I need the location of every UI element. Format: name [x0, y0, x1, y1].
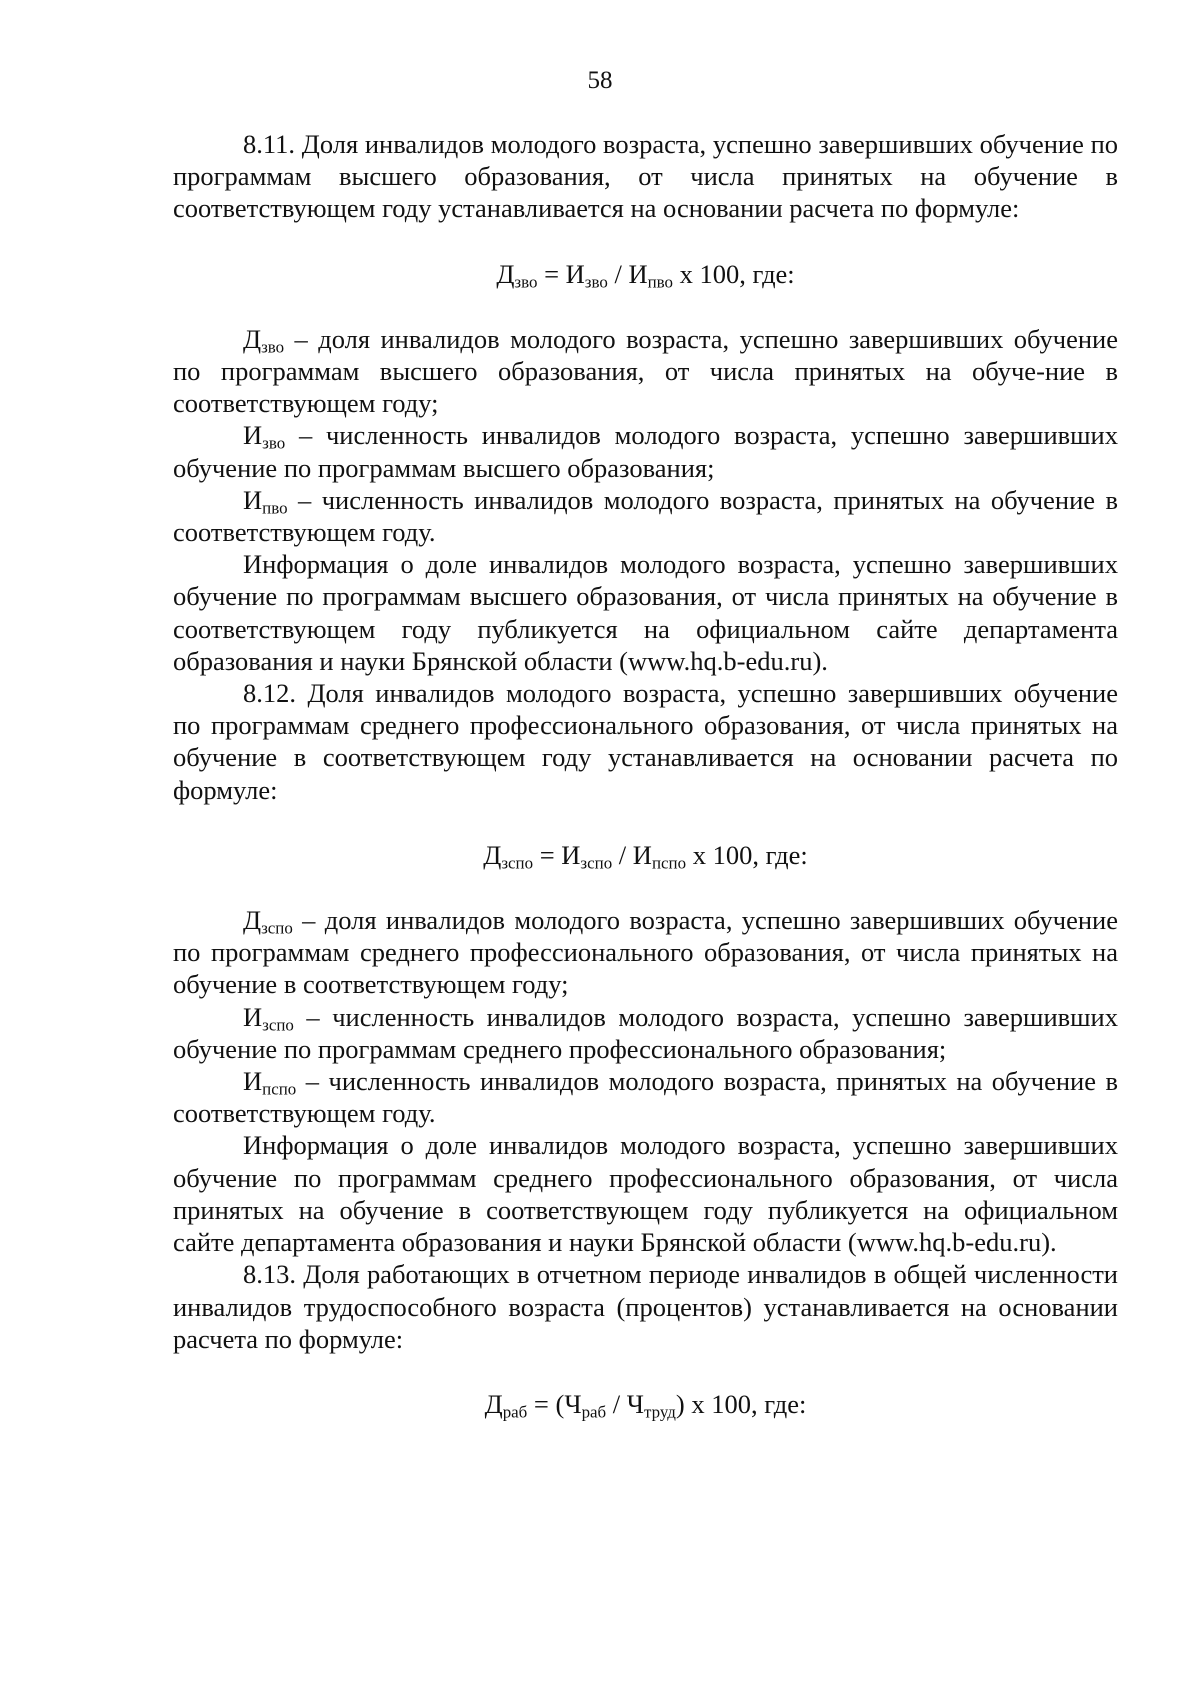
definition-symbol-sub: пво	[262, 498, 288, 518]
definition-text: – численность инвалидов молодого возраста, успешно завершивших обучение по программам среднего профессионального образования;	[173, 1001, 1118, 1064]
formula-op: /	[612, 839, 633, 870]
definition-i-pvo	[173, 484, 1118, 548]
section-8-12-intro: 8.12. Доля инвалидов молодого возраста, успешно завершивших обучение по программам среднего профессионального образования, от числа принятых на обучение в соответствующем году устанавливается на основании расчета по формуле:	[173, 678, 1118, 805]
formula-lhs-sub: раб	[502, 1402, 528, 1422]
formula-8-13	[173, 1388, 1118, 1420]
formula-lhs-sub: зспо	[501, 853, 534, 873]
formula-tail: х 100, где:	[686, 839, 808, 870]
formula-denominator: И	[628, 258, 648, 289]
formula-numerator-sub: зво	[584, 272, 608, 292]
definition-symbol-sub: зво	[262, 434, 286, 454]
formula-numerator-sub: раб	[581, 1402, 607, 1422]
definition-i-zvo	[173, 419, 1118, 483]
definition-i-pspo	[173, 1065, 1118, 1129]
definition-text: – численность инвалидов молодого возраста, принятых на обучение в соответствующем году.	[173, 484, 1118, 548]
definition-text: – доля инвалидов молодого возраста, успешно завершивших обучение по программам среднего профессионального образования, от числа принятых на обучение в соответствующем году;	[173, 905, 1118, 1000]
definition-symbol-sub: зспо	[261, 918, 293, 938]
definition-symbol: Д	[243, 323, 262, 354]
formula-lhs-sub: зво	[514, 272, 538, 292]
definition-i-zspo	[173, 1001, 1118, 1065]
formula-eq: = (	[527, 1388, 565, 1419]
definition-symbol: И	[243, 420, 263, 451]
formula-denominator: И	[632, 839, 652, 870]
definition-symbol: Д	[243, 905, 262, 936]
formula-denominator-sub: пво	[647, 272, 674, 292]
formula-numerator: И	[561, 839, 581, 870]
formula-8-11	[173, 258, 1118, 290]
formula-lhs: Д	[483, 839, 502, 870]
formula-eq: =	[533, 839, 562, 870]
definition-text: – численность инвалидов молодого возраста, успешно завершивших обучение по программам высшего образования;	[173, 420, 1118, 483]
formula-numerator: И	[565, 258, 585, 289]
page-number: 58	[587, 67, 613, 94]
formula-op: /	[606, 1388, 627, 1419]
formula-denominator-sub: труд	[644, 1402, 676, 1422]
section-8-13-intro: 8.13. Доля работающих в отчетном периоде инвалидов в общей численности инвалидов трудоспособного возраста (процентов) устанавливается на основании расчета по формуле:	[173, 1259, 1118, 1354]
definition-symbol: И	[243, 1066, 263, 1097]
definition-symbol-sub: зспо	[262, 1015, 294, 1035]
definition-symbol-sub: пспо	[262, 1079, 297, 1099]
definition-symbol-sub: зво	[261, 337, 285, 357]
definition-d-zspo	[173, 904, 1118, 1001]
formula-tail: ) х 100, где:	[675, 1388, 807, 1419]
formula-op: /	[607, 258, 629, 289]
formula-lhs: Д	[484, 1388, 503, 1419]
document-body	[173, 128, 1118, 1420]
section-8-12-info: Информация о доле инвалидов молодого возраста, успешно завершивших обучение по программам среднего профессионального образования, от числа принятых на обучение в соответствующем году публикуется на официальном сайте департамента образования и науки Брянской области (www.hq.b-edu.ru).	[173, 1130, 1118, 1258]
definition-d-zvo	[173, 323, 1118, 420]
formula-lhs: Д	[496, 258, 515, 289]
formula-numerator-sub: зспо	[580, 853, 613, 873]
definition-symbol: И	[243, 484, 263, 515]
formula-8-12	[173, 839, 1118, 871]
definition-text: – численность инвалидов молодого возраста, принятых на обучение в соответствующем году.	[173, 1066, 1118, 1129]
formula-eq: =	[537, 258, 566, 289]
definition-text: – доля инвалидов молодого возраста, успешно завершивших обучение по программам высшего образования, от числа принятых на обуче-ние в соответствующем году;	[173, 323, 1118, 419]
formula-numerator: Ч	[564, 1388, 582, 1419]
formula-denominator-sub: пспо	[651, 853, 687, 873]
formula-tail: х 100, где:	[673, 258, 795, 289]
definition-symbol: И	[243, 1001, 263, 1032]
section-8-11-intro: 8.11. Доля инвалидов молодого возраста, успешно завершивших обучение по программам высшего образования, от числа принятых на обучение в соответствующем году устанавливается на основании расчета по формуле:	[173, 129, 1118, 224]
section-8-11-info: Информация о доле инвалидов молодого возраста, успешно завершивших обучение по программам высшего образования, от числа принятых на обучение в соответствующем году публикуется на официальном сайте департамента образования и науки Брянской области (www.hq.b-edu.ru).	[173, 549, 1118, 676]
formula-denominator: Ч	[626, 1388, 645, 1419]
